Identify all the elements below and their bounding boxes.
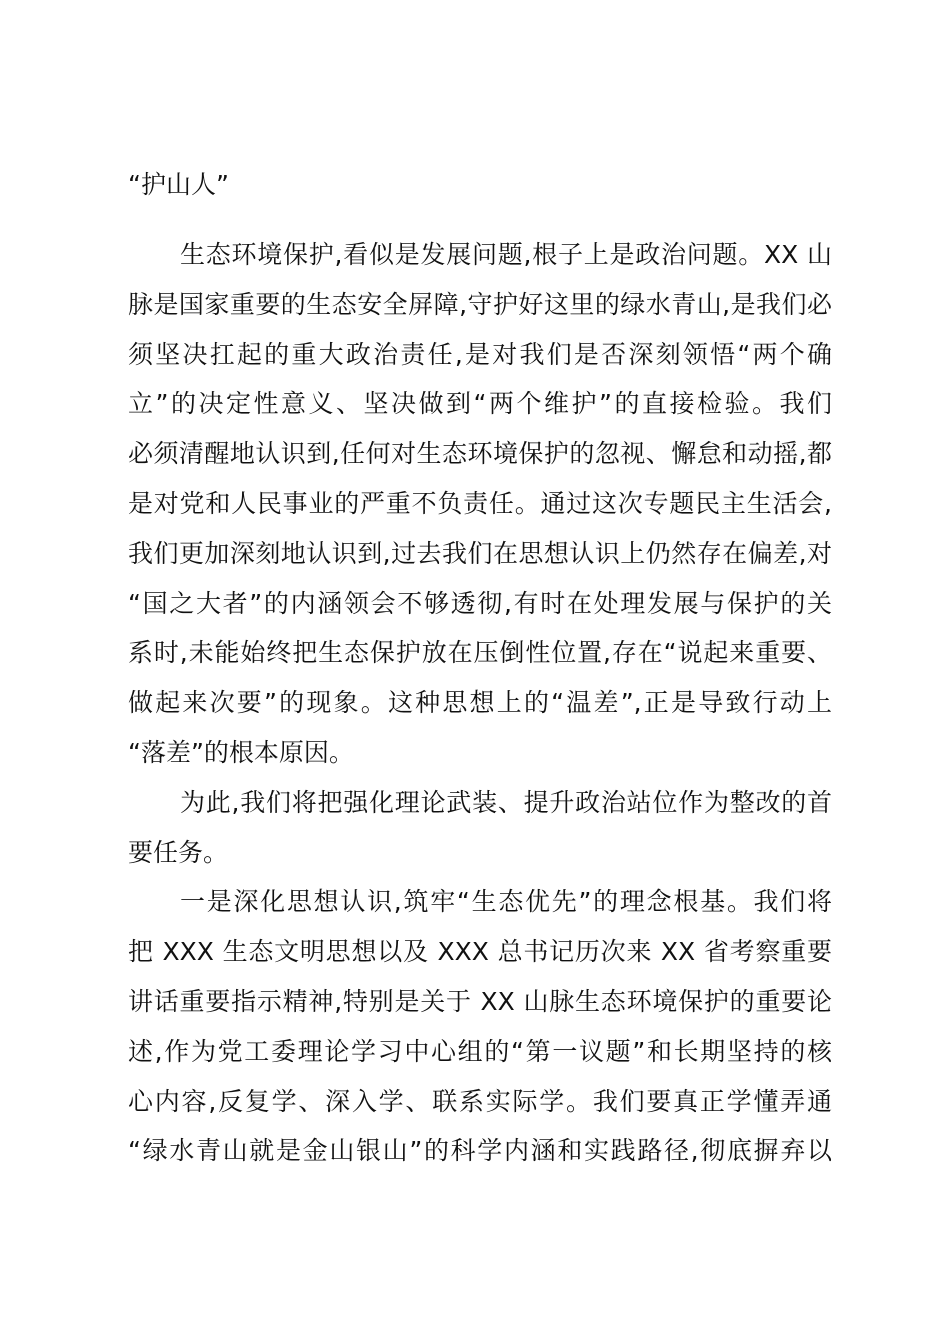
text-line: 把 XXX 生态文明思想以及 XXX 总书记历次来 XX 省考察重要 [128,937,832,967]
text-line: 必须清醒地认识到,任何对生态环境保护的忽视、懈怠和动摇,都 [128,439,832,469]
text-line: 须坚决扛起的重大政治责任,是对我们是否深刻领悟“两个确 [128,339,832,369]
text-line: 为此,我们将把强化理论武装、提升政治站位作为整改的首 [180,787,832,817]
text-line: 立”的决定性意义、坚决做到“两个维护”的直接检验。我们 [128,389,832,419]
text-line: “国之大者”的内涵领会不够透彻,有时在处理发展与保护的关 [128,588,832,618]
text-line: 一是深化思想认识,筑牢“生态优先”的理念根基。我们将 [180,887,832,917]
text-line: “绿水青山就是金山银山”的科学内涵和实践路径,彻底摒弃以 [128,1136,832,1166]
text-line: 心内容,反复学、深入学、联系实际学。我们要真正学懂弄通 [128,1086,832,1116]
text-line: 讲话重要指示精神,特别是关于 XX 山脉生态环境保护的重要论 [128,987,832,1016]
text-line: 要任务。 [128,837,229,867]
text-line: 是对党和人民事业的严重不负责任。通过这次专题民主生活会, [128,489,832,518]
text-line: 述,作为党工委理论学习中心组的“第一议题”和长期坚持的核 [128,1036,832,1066]
text-line: 脉是国家重要的生态安全屏障,守护好这里的绿水青山,是我们必 [128,289,832,319]
text-line: 我们更加深刻地认识到,过去我们在思想认识上仍然存在偏差,对 [128,538,832,568]
text-line: “落差”的根本原因。 [128,738,354,767]
text-line: “护山人” [128,170,229,199]
text-line: 系时,未能始终把生态保护放在压倒性位置,存在“说起来重要、 [128,638,832,668]
text-line: 做起来次要”的现象。这种思想上的“温差”,正是导致行动上 [128,688,832,718]
text-line: 生态环境保护,看似是发展问题,根子上是政治问题。XX 山 [180,240,832,269]
